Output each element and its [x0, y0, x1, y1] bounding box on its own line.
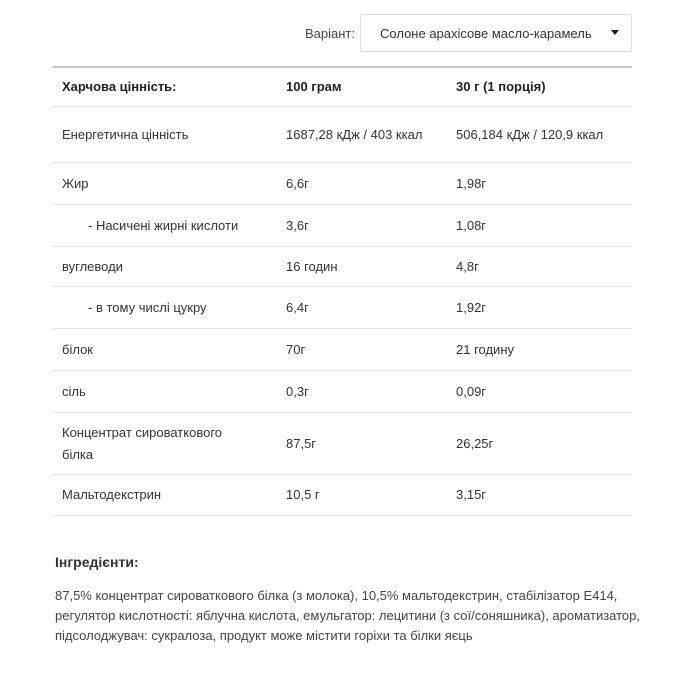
nutrient-name: - в тому числі цукру: [88, 299, 207, 315]
nutrient-per-serving: 4,8г: [456, 258, 479, 274]
nutrient-per-100g: 0,3г: [286, 383, 309, 399]
nutrient-per-serving: 26,25г: [456, 435, 494, 451]
nutrition-table: [52, 66, 632, 516]
nutrient-per-100g: 6,6г: [286, 175, 309, 191]
nutrient-name: - Насичені жирні кислоти: [88, 217, 239, 233]
nutrient-per-100g: 70г: [286, 341, 306, 357]
nutrient-per-100g: 16 годин: [286, 258, 338, 274]
nutrient-name: Жир: [62, 175, 89, 191]
nutrient-name: Енергетична цінність: [62, 126, 189, 142]
header-per-serving: 30 г (1 порція): [456, 79, 546, 94]
ingredients-title: Інгредієнти:: [55, 554, 139, 570]
nutrient-per-100g: 87,5г: [286, 435, 317, 451]
variant-dropdown[interactable]: [360, 14, 632, 52]
header-per-100g: 100 грам: [286, 79, 342, 94]
ingredients-text: 87,5% концентрат сироваткового білка (з молока), 10,5% мальтодекстрин, стабілізатор Е414, регулятор кислотності: яблучна кислота, емульгатор: лецитини (з сої/соняшника), ароматизатор, підсолоджувач: сукралоза, продукт може містити горіхи та білки яєць: [55, 588, 641, 643]
nutrient-name: вуглеводи: [62, 258, 123, 274]
nutrient-per-serving: 1,98г: [456, 175, 487, 191]
table-row: [52, 204, 632, 246]
variant-selected-value: Солоне арахісове масло-карамель: [380, 25, 592, 41]
nutrient-name: Мальтодекстрин: [62, 487, 162, 502]
table-row: [52, 162, 632, 204]
table-row: [52, 246, 632, 286]
table-row: [52, 412, 632, 474]
nutrient-per-100g: 1687,28 кДж / 403 ккал: [286, 126, 423, 142]
header-nutrition: Харчова цінність:: [62, 79, 177, 94]
table-row: [52, 474, 632, 516]
nutrient-per-serving: 1,08г: [456, 217, 487, 233]
caret-down-icon: [611, 30, 619, 35]
table-row: [52, 328, 632, 370]
nutrient-name: білок: [62, 341, 93, 357]
nutrient-per-100g: 10,5 г: [286, 487, 320, 502]
nutrient-per-serving: 0,09г: [456, 383, 487, 399]
table-header-row: [52, 66, 632, 106]
nutrient-name: сіль: [62, 383, 86, 399]
nutrient-per-100g: 6,4г: [286, 299, 309, 315]
table-row: [52, 370, 632, 412]
variant-label: Варіант:: [305, 25, 355, 41]
variant-selector-row: [0, 14, 632, 52]
nutrient-name: Концентрат сироваткового білка: [62, 424, 223, 462]
table-row: [52, 286, 632, 328]
nutrient-per-serving: 3,15г: [456, 487, 487, 502]
nutrient-per-serving: 506,184 кДж / 120,9 ккал: [456, 126, 604, 142]
nutrient-per-serving: 1,92г: [456, 299, 487, 315]
table-row: [52, 106, 632, 162]
nutrient-per-serving: 21 годину: [456, 341, 514, 357]
nutrient-per-100g: 3,6г: [286, 217, 309, 233]
